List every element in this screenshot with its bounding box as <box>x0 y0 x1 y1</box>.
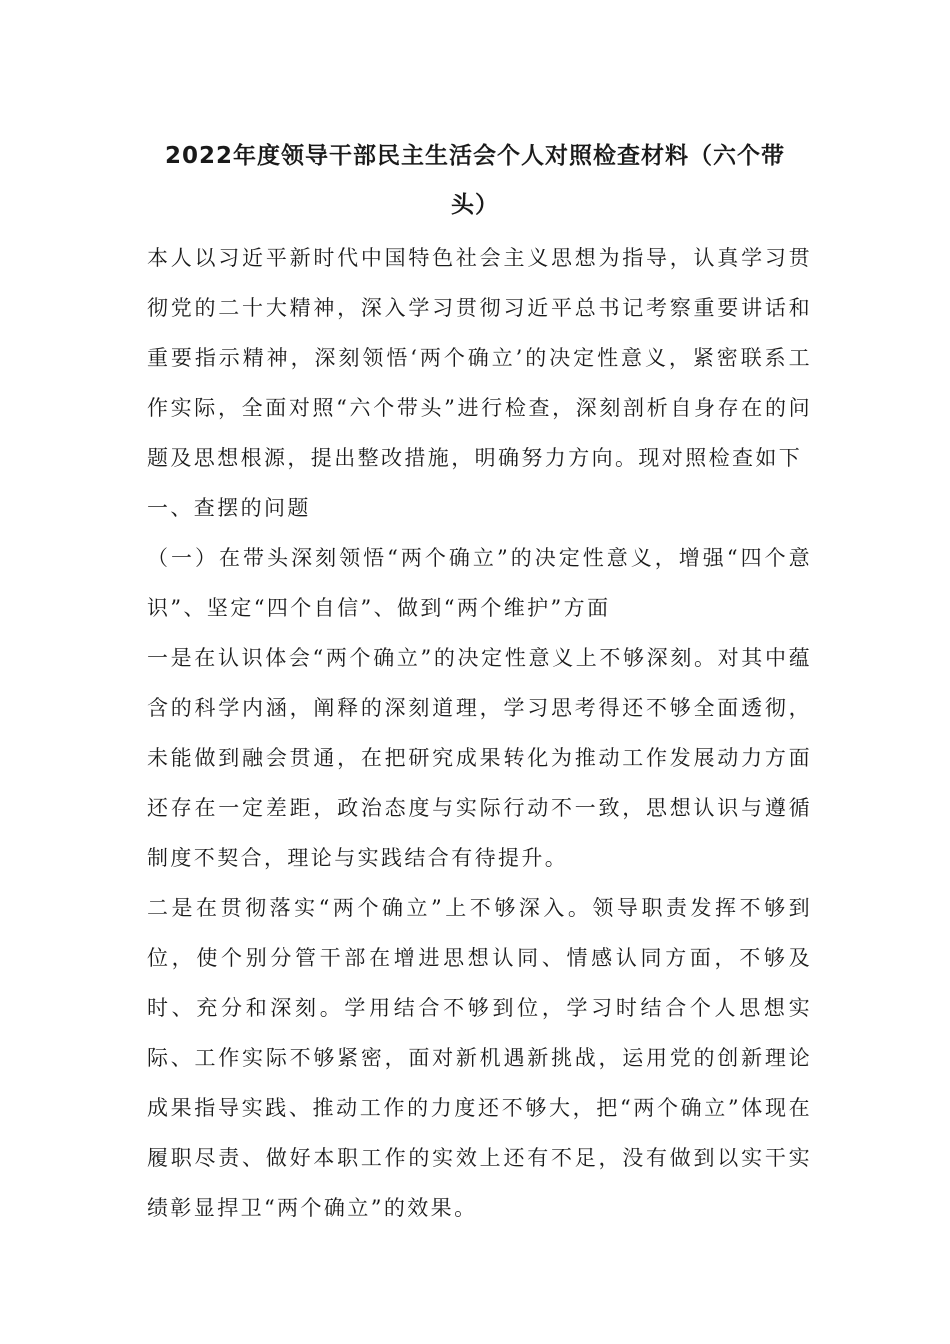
subsection-heading: （一）在带头深刻领悟“两个确立”的决定性意义，增强“四个意识”、坚定“四个自信”、做到“两个维护”方面 <box>147 546 812 620</box>
document-body <box>147 233 812 1233</box>
intro-paragraph: 本人以习近平新时代中国特色社会主义思想为指导，认真学习贯彻党的二十大精神，深入学习贯彻习近平总书记考察重要讲话和重要指示精神，深刻领悟‘两个确立’的决定性意义，紧密联系工作实际，全面对照“六个带头”进行检查，深刻剖析自身存在的问题及思想根源，提出整改措施，明确努力方向。现对照检查如下 <box>147 246 812 470</box>
section-heading: 一、查摆的问题 <box>147 496 311 520</box>
document-title-line-1: 2022年度领导干部民主生活会个人对照检查材料（六个带 <box>164 143 785 169</box>
point-one-paragraph: 一是在认识体会“两个确立”的决定性意义上不够深刻。对其中蕴含的科学内涵，阐释的深刻道理，学习思考得还不够全面透彻，未能做到融会贯通，在把研究成果转化为推动工作发展动力方面还存在一定差距，政治态度与实际行动不一致，思想认识与遵循制度不契合，理论与实践结合有待提升。 <box>147 646 812 870</box>
document-title-line-2: 头） <box>451 192 499 218</box>
point-two-paragraph: 二是在贯彻落实“两个确立”上不够深入。领导职责发挥不够到位，使个别分管干部在增进思想认同、情感认同方面，不够及时、充分和深刻。学用结合不够到位，学习时结合个人思想实际、工作实际不够紧密，面对新机遇新挑战，运用党的创新理论成果指导实践、推动工作的力度还不够大，把“两个确立”体现在履职尽责、做好本职工作的实效上还有不足，没有做到以实干实绩彰显捍卫“两个确立”的效果。 <box>147 896 812 1220</box>
